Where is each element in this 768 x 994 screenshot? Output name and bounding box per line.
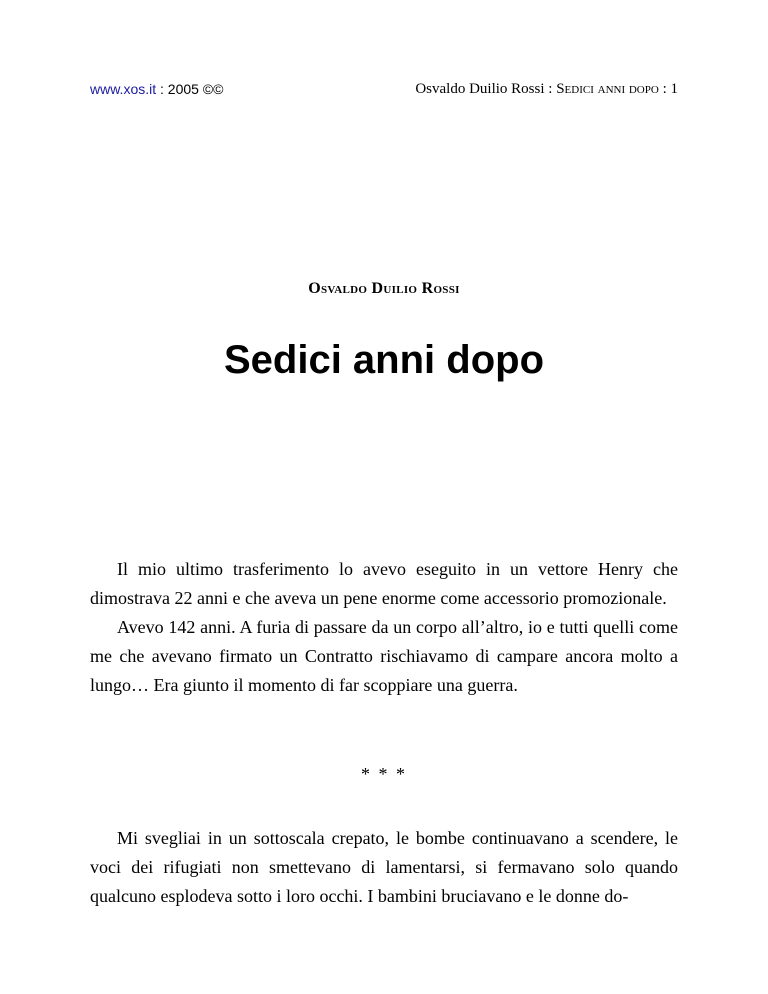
page-header-left [90,80,223,98]
paragraph: Mi svegliai in un sottoscala crepato, le bombe continuavano a scendere, le voci dei rifugiati non smettevano di lamentarsi, si fermavano solo quando qualcuno esplodeva sotto i loro occhi. I bambini bruciavano e le donne do- [90,828,678,906]
header-year: : 2005 ©© [156,81,224,97]
body-text [90,555,678,700]
section-separator: * * * [361,764,407,784]
paragraph: Il mio ultimo trasferimento lo avevo eseguito in un vettore Henry che dimostrava 22 anni e che aveva un pene enorme come accessorio promozionale. [90,559,678,608]
running-author: Osvaldo Duilio Rossi : [415,81,557,97]
site-link[interactable]: www.xos.it [90,81,157,97]
page-header-right [415,80,678,98]
page-number: : 1 [658,81,678,97]
paragraph: Avevo 142 anni. A furia di passare da un corpo all’altro, io e tutti quelli come me che avevano firmato un Contratto rischiavamo di campare ancora molto a lungo… Era giunto il momento di far scoppiare una guerra. [90,617,678,695]
body-text-continued [90,824,678,911]
author-name: Osvaldo Duilio Rossi [308,280,460,297]
story-title: Sedici anni dopo [223,338,545,382]
running-title: Sedici anni dopo [556,81,659,97]
